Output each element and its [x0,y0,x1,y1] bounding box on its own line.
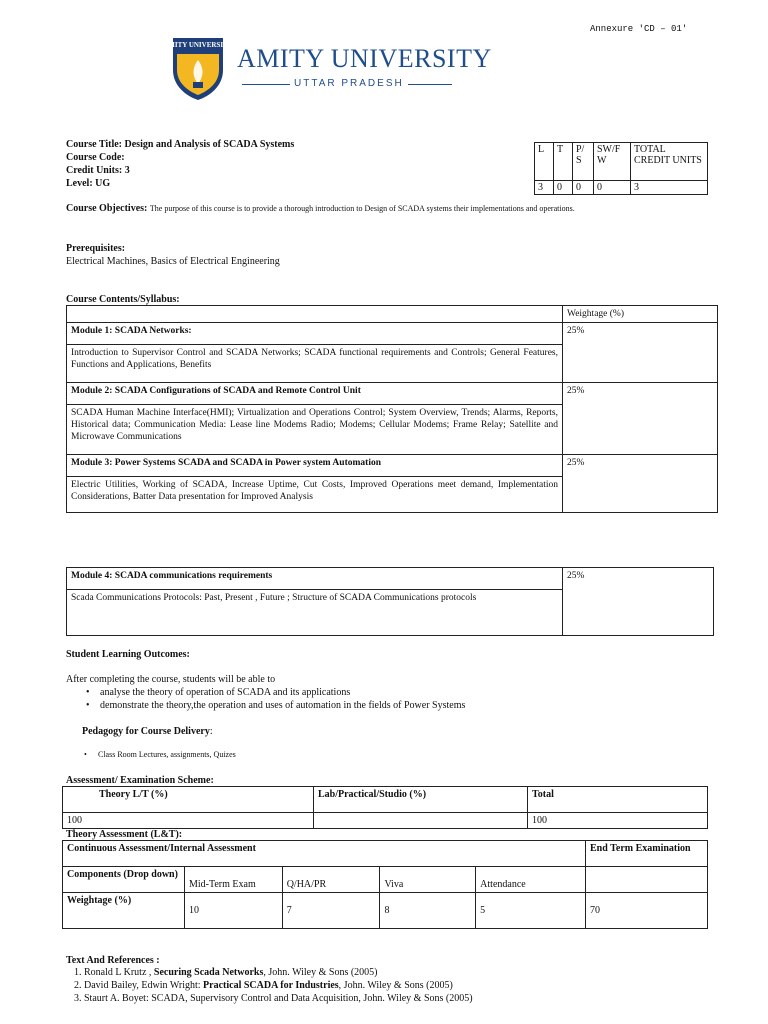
reference-item: 1. Ronald L Krutz , Securing Scada Networks, John. Wiley & Sons (2005) [84,966,724,979]
module-3-title: Module 3: Power Systems SCADA and SCADA in Power system Automation [67,455,563,477]
weight-viva: 8 [380,893,476,929]
component-midterm: Mid-Term Exam [184,867,282,893]
course-level: Level: UG [66,178,111,189]
course-info [66,138,366,190]
module-4-title: Module 4: SCADA communications requirements [67,568,563,590]
credit-value-ps: 0 [573,181,594,195]
module-3-content: Electric Utilities, Working of SCADA, Increase Uptime, Cut Costs, Improved Operations meet demand, Implementation Considerations, Batter Data presentation for Improved Analysis [67,477,563,513]
assessment-heading: Assessment/ Examination Scheme: [66,775,214,786]
lab-header: Lab/Practical/Studio (%) [314,787,528,813]
pedagogy-list [84,750,236,759]
course-code: Course Code: [66,152,125,163]
assessment-table [62,786,708,829]
course-objectives [66,202,716,215]
pedagogy-item: • Class Room Lectures, assignments, Quizes [84,750,236,759]
module-2-title: Module 2: SCADA Configurations of SCADA and Remote Control Unit [67,383,563,405]
credit-header-t: T [554,143,573,181]
references-list [62,966,724,1005]
credit-value-l: 3 [535,181,554,195]
credit-value-swfw: 0 [594,181,631,195]
outcome-item: • demonstrate the theory,the operation and uses of automation in the fields of Power Systems [86,699,666,712]
module-1-content: Introduction to Supervisor Control and SCADA Networks; SCADA functional requirements and Controls; General Features, Functions and Applications, Benefits [67,345,563,383]
component-qhapr: Q/HA/PR [282,867,380,893]
theory-header: Theory L/T (%) [63,787,314,813]
reference-item: 3. Staurt A. Boyet: SCADA, Supervisory Control and Data Acquisition, John. Wiley & Sons (2005) [84,992,724,1005]
pedagogy-label: Pedagogy for Course Delivery [82,726,210,737]
credit-value-t: 0 [554,181,573,195]
weight-qhapr: 7 [282,893,380,929]
prerequisites [66,242,280,268]
module-1-title: Module 1: SCADA Networks: [67,323,563,345]
syllabus-header-blank [67,306,563,323]
module-2-weight: 25% [563,383,718,455]
theory-value: 100 [63,813,314,829]
component-attendance: Attendance [476,867,586,893]
module-4-weight: 25% [563,568,714,636]
module-2-content: SCADA Human Machine Interface(HMI); Virtualization and Operations Control; System Overview, Trends; Alarms, Reports, Historical data; Communication Media: Lease line Modems Radio; Modems; Cellular Modems; Frame Relay; Satellite and Microwave Communications [67,405,563,455]
objectives-label: Course Objectives: [66,203,148,214]
weight-end-term: 70 [586,893,708,929]
ca-header: Continuous Assessment/Internal Assessment [63,841,586,867]
theory-assessment-table [62,840,708,929]
credit-header-ps: P/ S [573,143,594,181]
outcomes-block [66,673,666,712]
syllabus-table [66,305,718,513]
weight-attendance: 5 [476,893,586,929]
amity-shield-logo [163,36,233,102]
module-4-table [66,567,714,636]
credit-header-total: TOTAL CREDIT UNITS [631,143,708,181]
total-value: 100 [528,813,708,829]
module-1-weight: 25% [563,323,718,383]
weight-midterm: 10 [184,893,282,929]
module-3-weight: 25% [563,455,718,513]
prereq-text: Electrical Machines, Basics of Electrical Engineering [66,256,280,267]
outcomes-list [86,686,666,712]
outcome-item: • analyse the theory of operation of SCADA and its applications [86,686,666,699]
contents-label: Course Contents/Syllabus: [66,294,180,305]
component-end-term-blank [586,867,708,893]
pedagogy-heading [82,725,213,738]
references-heading: Text And References : [66,955,160,966]
module-4-content: Scada Communications Protocols: Past, Present , Future ; Structure of SCADA Communications protocols [67,590,563,636]
theory-assessment-heading: Theory Assessment (L&T): [66,829,183,840]
university-name: AMITY UNIVERSITY [237,44,492,73]
course-title: Course Title: Design and Analysis of SCADA Systems [66,139,295,150]
end-term-header: End Term Examination [586,841,708,867]
logo-text: AMITY UNIVERSITY [163,41,233,49]
prereq-label: Prerequisites: [66,243,126,254]
pedagogy-colon: : [209,726,213,737]
weightage-label: Weightage (%) [63,893,185,929]
credit-header-swfw: SW/F W [594,143,631,181]
credit-header-l: L [535,143,554,181]
total-header: Total [528,787,708,813]
outcomes-heading: Student Learning Outcomes: [66,649,190,660]
credit-value-total: 3 [631,181,708,195]
components-label: Components (Drop down) [63,867,185,893]
weightage-header: Weightage (%) [563,306,718,323]
credit-units: Credit Units: 3 [66,165,130,176]
component-viva: Viva [380,867,476,893]
objectives-text: The purpose of this course is to provide a thorough introduction to Design of SCADA systems their implementations and operations. [149,204,575,213]
outcomes-intro: After completing the course, students will be able to [66,674,276,685]
annexure-label: Annexure 'CD – 01' [590,24,688,34]
credit-table [534,142,708,195]
lab-value [314,813,528,829]
university-subtitle: UTTAR PRADESH [290,78,408,89]
reference-item: 2. David Bailey, Edwin Wright: Practical SCADA for Industries, John. Wiley & Sons (2005) [84,979,724,992]
